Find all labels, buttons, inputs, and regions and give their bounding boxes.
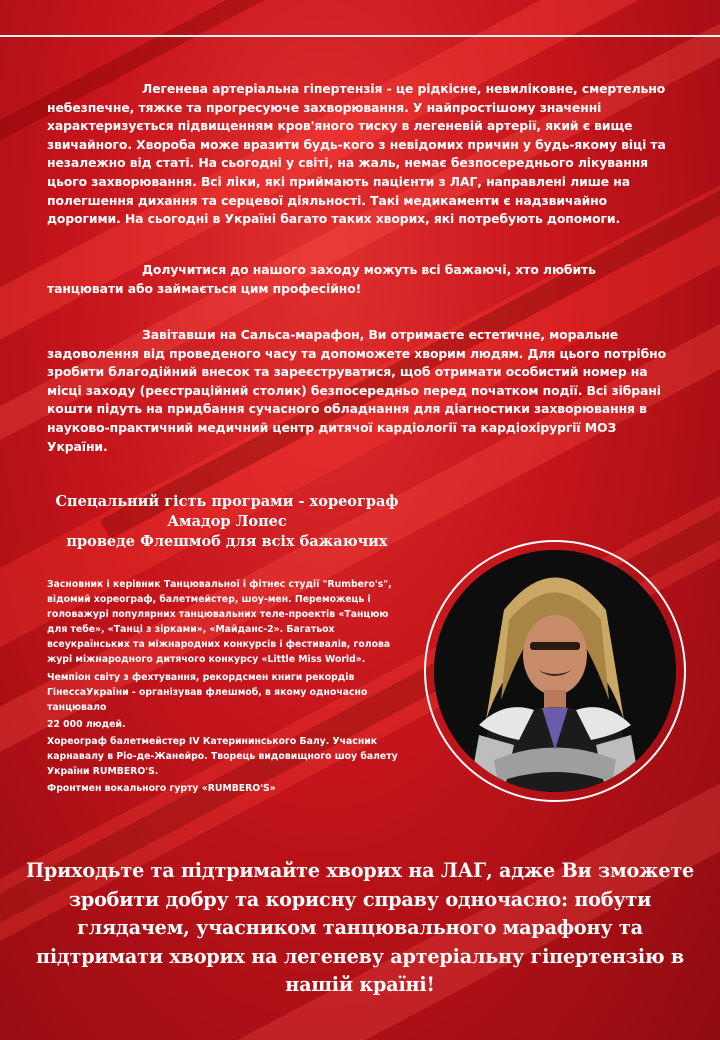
special-guest-line-1: Спецальний гість програми - хореограф (55, 493, 399, 510)
guest-portrait (424, 540, 686, 802)
call-to-action: Приходьте та підтримайте хворих на ЛАГ, адже Ви зможете зробити добру та корисну справу одночасно: побути глядачем, учасником танцювального марафону та підтримати хворих на легеневу артеріальну гіпертензію в нашій країні! (25, 859, 695, 996)
intro-paragraph-2: Долучитися до нашого заходу можуть всі бажаючі, хто любить танцювати або займається цим професійно! (47, 262, 596, 296)
intro-paragraph-3: Завітавши на Сальса-марафон, Ви отримаєте естетичне, моральне задоволення від проведеного часу та допоможете хворим людям. Для цього потрібно зробити благодійний внесок та зареєструватися, щоб отримати особистий номер на місці заходу (реєстраційний столик) безпосередньо перед початком події. Всі зібрані кошти підуть на придбання сучасного обладнання для діагностики захворювання в науково-практичний медичний центр дитячої кардіології та кардіохірургії МОЗ України. (47, 327, 666, 454)
bio-paragraph-4: Хореограф балетмейстер IV Катерининського Балу. Учасник карнавалу в Ріо-де-Жанейро. Творець видовищного шоу балету України RUMBERO'S. (47, 735, 398, 778)
bio-paragraph-3: 22 000 людей. (47, 718, 126, 730)
special-guest-line-3: проведе Флешмоб для всіх бажаючих (66, 533, 388, 550)
bio-paragraph-1: Засновник і керівник Танцювальної і фітнес студії "Rumbero's", відомий хореограф, балетмейстер, шоу-мен. Переможець і головажурі популярних танцювальних теле-проектів «Танцюю для тебе», «Танці з зірками», «Майданс-2». Багатьох всеукраїнських та міжнародних конкурсів і фестивалів, голова журі міжнародного дитячого конкурсу «Little Miss World». (47, 579, 392, 666)
guest-bio (47, 577, 407, 798)
bio-paragraph-5: Фронтмен вокального гурту «RUMBERO'S» (47, 783, 276, 795)
special-guest-heading (42, 492, 412, 552)
intro-paragraph-1: Легенева артеріальна гіпертензія - це рідкісне, невиліковне, смертельно небезпечне, тяжке та прогресуюче захворювання. У найпростішому значенні характеризується підвищенням кров'яного тиску в легеневій артерії, який є вище звичайного. Хвороба може вразити будь-кого з невідомих причин у будь-якому віці та незалежно від статі. На сьогодні у світі, на жаль, немає безпосереднього лікування цього захворювання. Всі ліки, які приймають пацієнти з ЛАГ, направлені лише на полегшення дихання та серцевої діяльності. Такі медикаменти є надзвичайно дорогими. На сьогодні в Україні багато таких хворих, які потребують допомоги. (47, 81, 666, 227)
portrait-illustration (434, 550, 676, 792)
special-guest-name: Амадор Лопес (167, 513, 287, 530)
bio-paragraph-2: Чемпіон світу з фехтування, рекордсмен книги рекордів ГінессаУкраїни - організував флешмоб, в якому одночасно танцювало (47, 671, 368, 713)
